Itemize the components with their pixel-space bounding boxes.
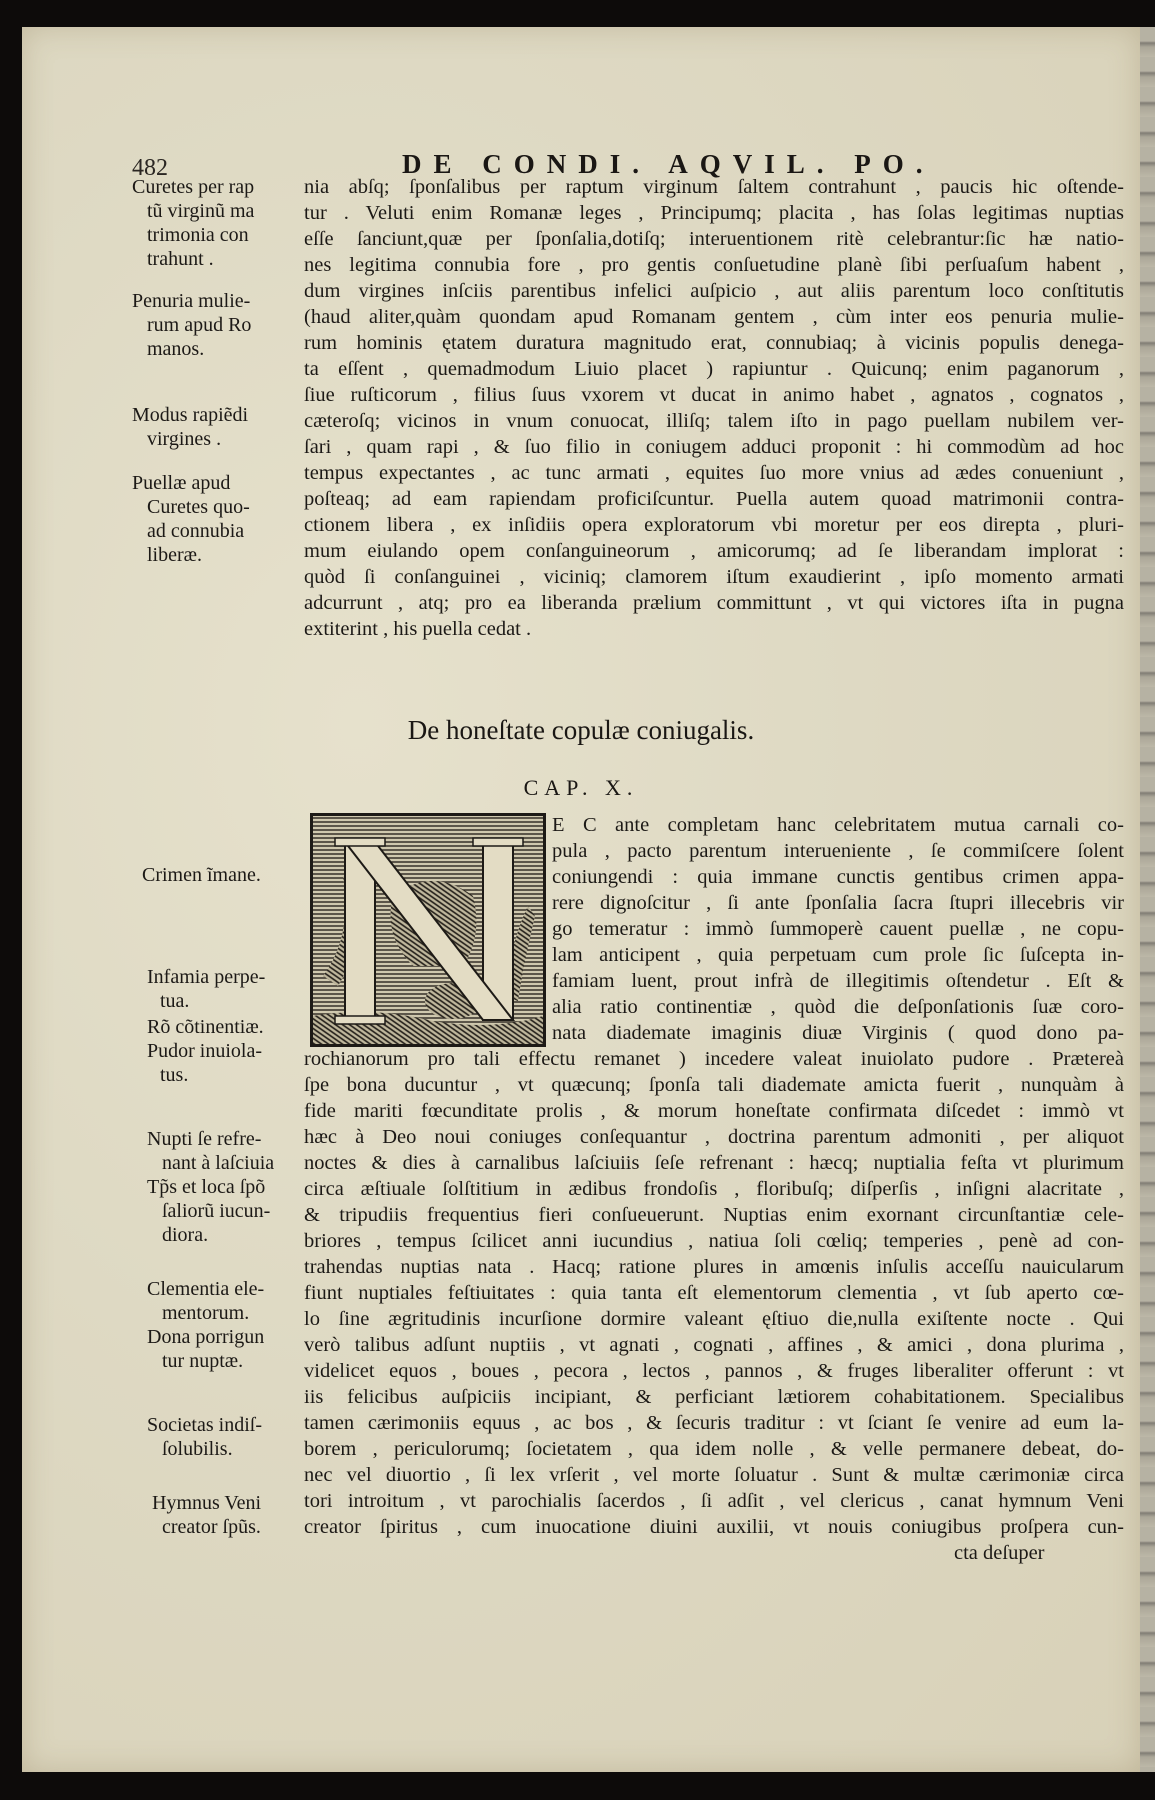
text-line: ſari , quam rapi , & ſuo filio in coniugem adduci proponit : hi commodùm ad hoc: [304, 436, 1124, 458]
text-line: rum hominis ętatem duratura magnitudo erat, connubiaq; à vicinis populis denega-: [304, 332, 1124, 354]
text-line: quòd ſi conſanguinei , viciniq; clamorem iſtum exaudierint , ipſo momento armati: [304, 566, 1124, 588]
text-line: dum virgines inſciis parentibus infelici auſpicio , aut aliis parentum loco conſtitutis: [304, 280, 1124, 302]
text-line: mum eiulando opem conſanguineorum , amicorumq; ad ſe liberandam implorat :: [304, 540, 1124, 562]
margin-note: Penuria mulie-: [132, 290, 251, 312]
text-line: noctes & dies à carnalibus laſciuiis ſeſe refrenant : hæcq; nuptialia feſta vt plurimum: [304, 1152, 1124, 1174]
margin-note: Puellæ apud: [132, 472, 231, 494]
text-line: ta eſſent , quemadmodum Liuio placet ) rapiuntur . Quicunq; enim paganorum ,: [304, 358, 1124, 380]
text-line: extiterint , his puella cedat .: [304, 618, 532, 640]
margin-note: tũ virginũ ma: [147, 200, 255, 222]
text-line: hæc à Deo noui coniuges conſequantur , doctrina parentum admoniti , per aliquot: [304, 1126, 1124, 1148]
margin-note: ſolubilis.: [162, 1438, 233, 1460]
margin-note: nant à laſciuia: [162, 1152, 275, 1174]
text-line: ctionem libera , ex inſidiis opera exploratorum vbi moretur per eos direpta , pluri-: [304, 514, 1124, 536]
margin-note: virgines .: [147, 428, 222, 450]
margin-note: tua.: [160, 990, 190, 1012]
text-line: eſſe ſanciunt,quæ per ſponſalia,dotiſq; interuentionem ritè celebrantur:ſic hæ natio-: [304, 228, 1124, 250]
text-line: creator ſpiritus , cum inuocatione diuini auxilii, vt nouis coniugibus proſpera cun-: [304, 1516, 1124, 1538]
woodcut-initial-n: [310, 813, 546, 1047]
margin-note: ſaliorũ iucun-: [162, 1200, 271, 1222]
text-line: & tripudiis frequentius fieri conſueuerunt. Nuptias enim exornant circunſtantiæ cele-: [304, 1204, 1124, 1226]
running-head: DE CONDI. AQVIL. PO.: [402, 149, 935, 179]
text-line: fide mariti fœcunditate prolis , & morum honeſtate confirmata diſcedet : immò vt: [304, 1100, 1124, 1122]
adjacent-page-edge: [1140, 27, 1155, 1772]
text-line: ſiue ruſticorum , filius ſuus vxorem vt ducat in animo habet , agnatos , cognatos ,: [304, 384, 1124, 406]
text-line: iis felicibus auſpiciis incipiant, & perficiant lætiorem cohabitationem. Specialibus: [304, 1386, 1124, 1408]
text-line: tempus expectantes , ac tunc armati , equites ſuo more vnius ad ædes conueniunt ,: [304, 462, 1124, 484]
text-line: verò talibus adſunt nuptiis , vt agnati , cognati , affines , & amici , dona plurima ,: [304, 1334, 1124, 1356]
text-line: E C ante completam hanc celebritatem mutua carnali co-: [552, 814, 1124, 836]
text-line: cæteroſq; vicinos in vnum conuocat, illiſq; talem iſto in pago puellam nubilem ver-: [304, 410, 1124, 432]
margin-note: Rõ cõtinentiæ.: [147, 1016, 264, 1038]
margin-note: Crimen ĩmane.: [142, 864, 261, 886]
margin-note: manos.: [147, 338, 205, 360]
text-line: briores , tempus ſcilicet anni iucundius , natiua ſoli cœliq; temperies , penè ad con-: [304, 1230, 1124, 1252]
margin-note: Infamia perpe-: [147, 966, 266, 988]
text-line: circa æſtiuale ſolſtitium in ædibus frondoſis , floribuſq; diſperſis , inſigni alacritate ,: [304, 1178, 1124, 1200]
text-line: tamen cærimoniis equus , ac bos , & ſecuris traditur : vt ſciant ſe venire ad eum la-: [304, 1412, 1124, 1434]
text-line: alia ratio continentiæ , quòd die deſponſationis ſuæ coro-: [552, 996, 1124, 1018]
margin-note: mentorum.: [162, 1302, 250, 1324]
margin-note: Dona porrigun: [147, 1326, 265, 1348]
text-line: coniungendi : quia immane cunctis gentibus crimen appa-: [552, 866, 1124, 888]
margin-note: Societas indiſ-: [147, 1414, 262, 1436]
text-line: trahendas nuptias nata . Hacq; ratione plures in amœnis inſulis acceſſu nauicularum: [304, 1256, 1124, 1278]
text-line: nia abſq; ſponſalibus per raptum virginum ſaltem contrahunt , paucis hic oſtende-: [304, 176, 1124, 198]
margin-note: Tp̃s et loca ſpõ: [147, 1176, 266, 1198]
chapter-number: CAP. X.: [523, 775, 639, 800]
text-line: fiunt nuptiales feſtiuitates : quia tanta eſt elementorum clementia , vt ſub aperto cœ-: [304, 1282, 1124, 1304]
text-line: borem , periculorumq; ſocietatem , qua idem nolle , & velle permanere debeat, do-: [304, 1438, 1124, 1460]
text-line: ſpe bona ducuntur , vt quæcunq; ſponſa tali diademate amicta fuerit , nunquàm à: [304, 1074, 1124, 1096]
text-line: lam anticipent , quia perpetuam cum prole ſic ſuſcepta in-: [552, 944, 1124, 966]
margin-note: creator ſpũs.: [162, 1516, 261, 1538]
margin-note: trahunt .: [147, 248, 214, 270]
text-line: (haud aliter,quàm quondam apud Romanam gentem , cùm inter eos penuria mulie-: [304, 306, 1124, 328]
catchword: cta deſuper: [954, 1542, 1045, 1564]
text-line: nata diademate imaginis diuæ Virginis ( quod dono pa-: [552, 1022, 1124, 1044]
page-number: 482: [132, 155, 168, 181]
margin-note: Modus rapiẽdi: [132, 404, 249, 426]
text-line: lo ſine ægritudinis incurſione dormire valeant ęſtiuo die,nulla exiſtente nocte . Qui: [304, 1308, 1124, 1330]
text-line: go temeratur : immò ſummoperè cauent puellæ , ne copu-: [552, 918, 1124, 940]
woodcut-illustration: [313, 816, 543, 1044]
text-line: famiam luent, prout infrà de illegitimis oſtendetur . Eſt &: [552, 970, 1124, 992]
margin-note: Hymnus Veni: [152, 1492, 262, 1514]
text-line: videlicet equos , boues , pecora , lectos , pannos , & fruges liberaliter offerunt : vt: [304, 1360, 1124, 1382]
margin-note: liberæ.: [147, 544, 202, 566]
chapter-title: De honeſtate copulæ coniugalis.: [407, 715, 755, 745]
margin-note: Nupti ſe refre-: [147, 1128, 262, 1150]
text-line: rochianorum pro tali effectu remanet ) incedere valeat inuiolato pudore . Prætereà: [304, 1048, 1124, 1070]
margin-note: tur nuptæ.: [162, 1350, 244, 1372]
margin-note: Clementia ele-: [147, 1278, 265, 1300]
text-line: tur . Veluti enim Romanæ leges , Principumq; placita , has ſolas legitimas nuptias: [304, 202, 1124, 224]
text-line: rere dignoſcitur , ſi ante ſponſalia ſacra ſtupri illecebris vir: [552, 892, 1124, 914]
margin-note: Curetes per rap: [132, 176, 255, 198]
text-line: poſteaq; ad eam rapiendam proficiſcuntur. Puella autem quoad matrimonii contra-: [304, 488, 1124, 510]
book-page: [22, 27, 1140, 1772]
margin-note: diora.: [162, 1224, 209, 1246]
margin-note: ad connubia: [147, 520, 245, 542]
text-line: nes legitima connubia fore , pro gentis conſuetudine planè ſibi perſuaſum habent ,: [304, 254, 1124, 276]
margin-note: rum apud Ro: [147, 314, 252, 336]
text-line: adcurrunt , atq; pro ea liberanda prælium committunt , vt qui victores iſta in pugna: [304, 592, 1124, 614]
margin-note: Pudor inuiola-: [147, 1040, 262, 1062]
text-line: pula , pacto parentum interueniente , ſe commiſcere ſolent: [552, 840, 1124, 862]
margin-note: trimonia con: [147, 224, 249, 246]
text-line: tori introitum , vt parochialis ſacerdos , ſi adſit , vel clericus , canat hymnum Veni: [304, 1490, 1124, 1512]
margin-note: Curetes quo-: [147, 496, 250, 518]
margin-note: tus.: [160, 1064, 189, 1086]
text-line: nec vel diuortio , ſi lex vrſerit , vel morte ſoluatur . Sunt & multæ cærimoniæ circa: [304, 1464, 1124, 1486]
